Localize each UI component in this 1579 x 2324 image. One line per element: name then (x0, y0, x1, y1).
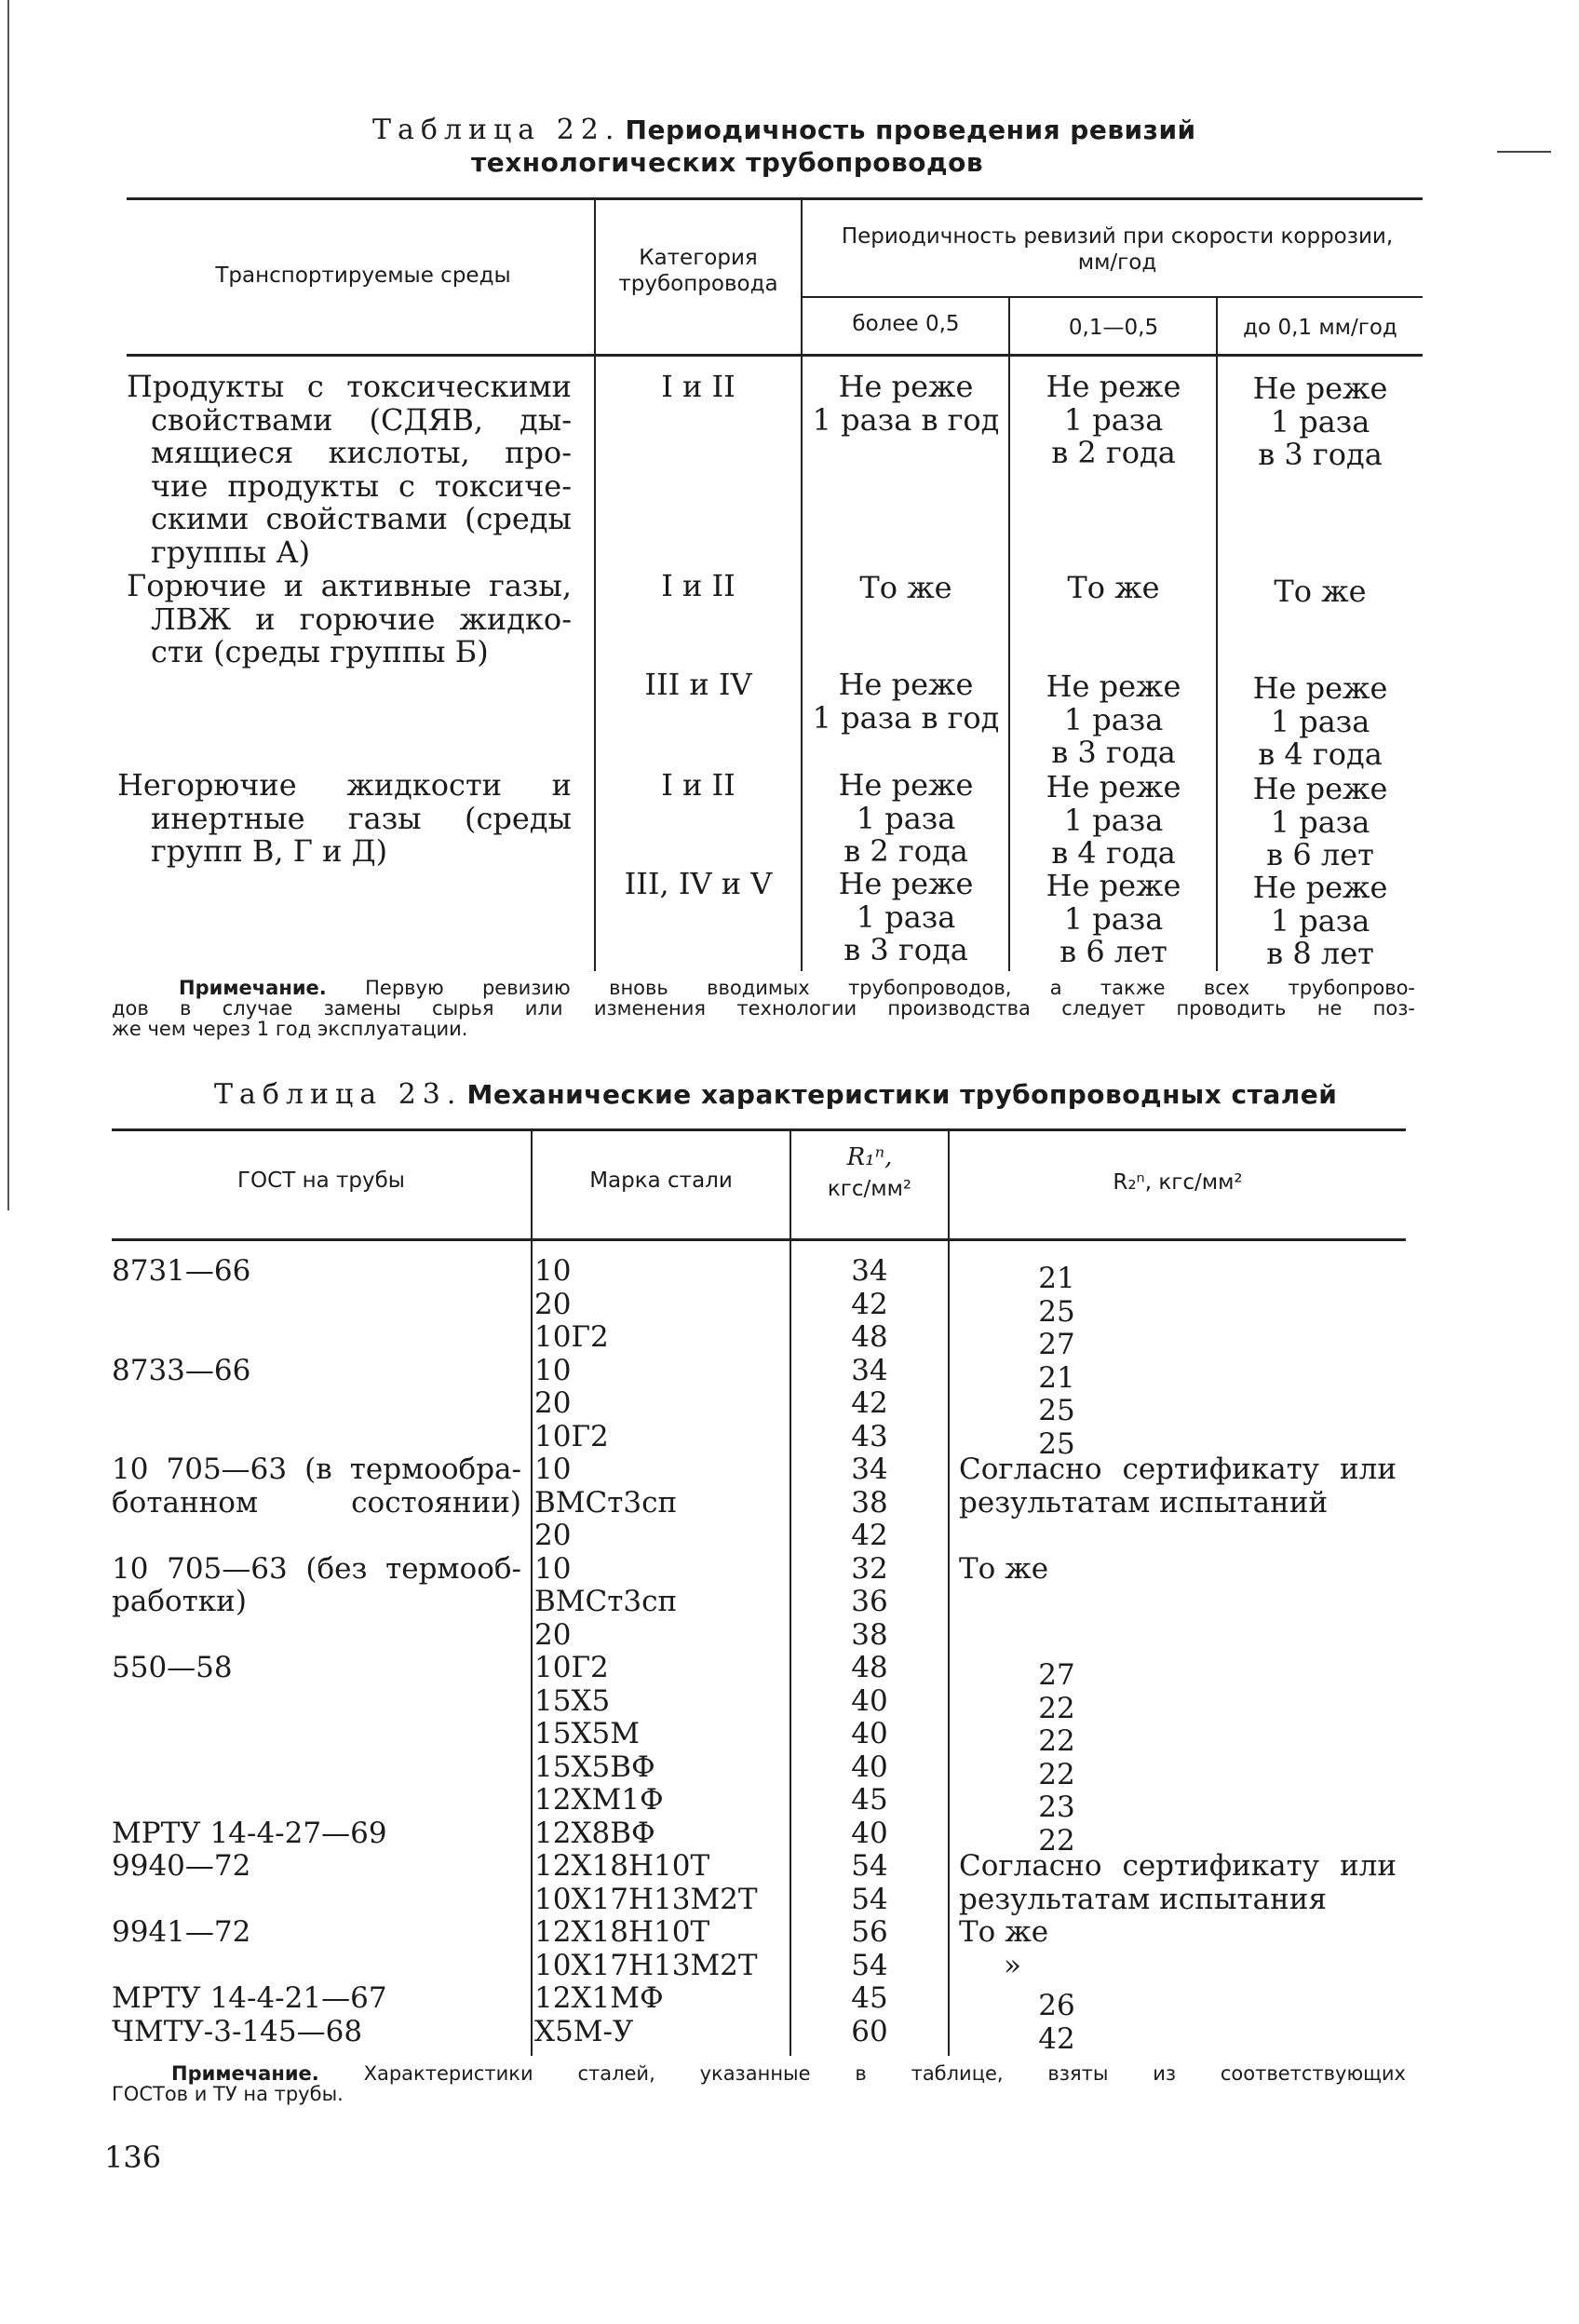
table22-row1-gt05: Не реже 1 раза в год (812, 369, 1000, 438)
table23-grade-cell: 10Х17Н13М2Т (534, 1948, 758, 1982)
table23-grade-cell: 20 (534, 1617, 572, 1652)
table23-r2-cell: Согласно сертификату или (959, 1452, 1397, 1486)
table23-r1-cell: 56 (851, 1915, 888, 1949)
table23-grade-cell: 12ХМ1Ф (534, 1783, 664, 1817)
table23-r1-cell: 34 (851, 1353, 888, 1387)
table22-row1-category: I и II (661, 369, 736, 404)
table23-grade-cell: 12Х18Н10Т (534, 1849, 710, 1883)
table23-r2-cell: 26 (1038, 1989, 1075, 2022)
table22-row2-gt05: То же (859, 570, 952, 605)
table23-header-grade: Марка стали (589, 1169, 733, 1193)
table23-r2-cell: результатам испытания (959, 1882, 1328, 1916)
table22-row2-mid: То же (1067, 570, 1160, 605)
table23-grade-cell: 15Х5ВФ (534, 1750, 655, 1784)
table23-r2-cell: 42 (1038, 2021, 1075, 2056)
table23-grade-cell: 12Х18Н10Т (534, 1915, 710, 1949)
table23-gost-cell: МРТУ 14-4-21—67 (112, 1981, 387, 2015)
table23-r1-cell: 45 (851, 1981, 888, 2015)
table23-r2-cell: 25 (1038, 1294, 1075, 1329)
table23-r2-cell: 21 (1038, 1360, 1075, 1395)
table23-r2-cell: 21 (1038, 1262, 1075, 1295)
table23-grade-cell: 10Х17Н13М2Т (534, 1882, 758, 1916)
table23-gost-cell: 8733—66 (112, 1353, 251, 1387)
table23-divider-1 (531, 1129, 533, 2056)
table22-header-media: Транспортируемые среды (215, 263, 511, 288)
table23-header-r2: R₂ⁿ, кгс/мм² (1113, 1170, 1243, 1195)
table23-r1-cell: 34 (851, 1452, 888, 1486)
table22-row2-lt01: То же (1274, 574, 1367, 609)
table23-note: Примечание. Характеристики сталей, указанные в таблице, взяты из соответствующих ГОСТов и ТУ на трубы. (112, 2062, 1406, 2105)
table23-r2-cell: 25 (1038, 1394, 1075, 1427)
table22-header-01-05: 0,1—0,5 (1068, 316, 1159, 340)
table23-r1-cell: 42 (851, 1287, 888, 1321)
table22-row4-gt05: Не реже 1 раза в 2 года (838, 767, 974, 869)
table22-media-group-a: Продукты с токсическими свойствами (СДЯВ, ды- мящиеся кислоты, про- чие продукты с токсиче- скими свойствами (среды группы А) (127, 369, 572, 570)
table23-r1-cell: 43 (851, 1419, 888, 1453)
table23-r1-cell: 48 (851, 1651, 888, 1684)
table23-r2-cell: То же (959, 1915, 1049, 1949)
table22-row3-category: III и IV (644, 667, 752, 702)
table23-header-gost: ГОСТ на трубы (237, 1169, 405, 1193)
table23-r1-cell: 40 (851, 1750, 888, 1784)
table22-row4-mid: Не реже 1 раза в 4 года (1046, 769, 1181, 871)
table23-r2-cell: Согласно сертификату или (959, 1849, 1397, 1883)
table23-r1-cell: 38 (851, 1485, 888, 1520)
table23-r1-cell: 48 (851, 1320, 888, 1354)
table22-caption-line2: технологических трубопроводов (471, 147, 984, 178)
table22-header-periodicity: Периодичность ревизий при скорости коррозии, мм/год (841, 224, 1394, 275)
table23-r1-cell: 54 (851, 1882, 888, 1916)
table23-r1-cell: 42 (851, 1519, 888, 1552)
table23-gost-cell: 9941—72 (112, 1915, 251, 1949)
table22-header-lt01: до 0,1 мм/год (1243, 316, 1397, 340)
table23-grade-cell: 10 (534, 1452, 572, 1486)
table22-media-group-b: Горючие и активные газы, ЛВЖ и горючие жидко- сти (среды группы Б) (127, 568, 572, 669)
table23-r1-cell: 45 (851, 1783, 888, 1817)
table23-r1-cell: 40 (851, 1683, 888, 1718)
table22-row3-lt01: Не реже 1 раза в 4 года (1252, 670, 1388, 772)
table23-header-rule (112, 1238, 1406, 1241)
table22-subheader-rule (803, 296, 1423, 298)
table23-grade-cell: 20 (534, 1386, 572, 1420)
table23-grade-cell: 10 (534, 1551, 572, 1586)
table22-row1-lt01: Не реже 1 раза в 3 года (1252, 371, 1388, 472)
table23-grade-cell: 10Г2 (534, 1419, 609, 1453)
table22-row3-mid: Не реже 1 раза в 3 года (1046, 669, 1181, 770)
table23-grade-cell: ВМСт3сп (534, 1485, 678, 1520)
table22-caption (372, 114, 1196, 146)
table22-row4-category: I и II (661, 767, 736, 803)
table22-caption-lead: Таблица 22. (372, 114, 621, 146)
page-number: 136 (104, 2140, 162, 2175)
table23-caption-title: Механические характеристики трубопроводных сталей (466, 1079, 1338, 1110)
table23-r2-cell: 22 (1038, 1691, 1075, 1725)
table23-grade-cell: 15Х5М (534, 1717, 640, 1750)
page-left-edge (7, 0, 9, 1210)
table23-grade-cell: 10Г2 (534, 1320, 609, 1354)
table22-note: Примечание. Первую ревизию вновь вводимых трубопроводов, а также всех трубопрово- дов в случае замены сырья или изменения технологии производства следует проводить не поз- же чем через 1 год эксплуатации. (112, 977, 1415, 1040)
table23-r2-cell: 27 (1038, 1328, 1075, 1361)
table23-gost-cell: ЧМТУ-3-145—68 (112, 2014, 363, 2048)
table22-row5-gt05: Не реже 1 раза в 3 года (838, 866, 974, 967)
table23-r2-cell: результатам испытаний (959, 1485, 1329, 1520)
table23-r1-cell: 32 (851, 1551, 888, 1586)
table23-grade-cell: 10Г2 (534, 1651, 609, 1684)
table23-r2-cell: 22 (1038, 1757, 1075, 1791)
table23-grade-cell: 20 (534, 1287, 572, 1321)
table23-caption (214, 1078, 1337, 1111)
table23-r2-cell: 25 (1038, 1426, 1075, 1461)
table23-r2-cell: 22 (1038, 1724, 1075, 1758)
table23-grade-cell: 12Х8ВФ (534, 1816, 655, 1850)
table23-gost-cell: 10 705—63 (в термообра- (112, 1452, 521, 1486)
table23-r2-cell: 23 (1038, 1790, 1075, 1824)
table23-r2-cell: » (1004, 1948, 1021, 1982)
table23-gost-cell: 9940—72 (112, 1849, 251, 1883)
table23-gost-cell: 550—58 (112, 1651, 233, 1684)
table23-r1-cell: 54 (851, 1849, 888, 1883)
table23-grade-cell: 12Х1МФ (534, 1981, 664, 2015)
page-right-mark (1497, 151, 1551, 153)
table23-caption-lead: Таблица 23. (214, 1078, 463, 1111)
table23-r1-cell: 40 (851, 1717, 888, 1750)
table23-gost-cell: 8731—66 (112, 1254, 251, 1288)
table22-row5-mid: Не реже 1 раза в 6 лет (1046, 868, 1181, 969)
table22-caption-title: Периодичность проведения ревизий (625, 115, 1196, 145)
table22-header-rule (127, 354, 1423, 357)
table23-r1-cell: 36 (851, 1585, 888, 1618)
table23-r1-cell: 40 (851, 1816, 888, 1850)
table23-r2-cell: То же (959, 1551, 1049, 1586)
table23-r1-cell: 60 (851, 2014, 888, 2048)
table23-gost-cell: 10 705—63 (без термооб- (112, 1551, 521, 1586)
table22-top-rule (127, 197, 1423, 200)
table23-r1-cell: 34 (851, 1254, 888, 1288)
table23-grade-cell: 10 (534, 1353, 572, 1387)
table23-r1-cell: 42 (851, 1386, 888, 1420)
table22-header-category: Категория трубопровода (618, 246, 778, 296)
table22-header-gt05: более 0,5 (852, 312, 960, 336)
table22-media-group-c: Негорючие жидкости и инертные газы (среды групп В, Г и Д) (117, 767, 572, 869)
table22-row4-lt01: Не реже 1 раза в 6 лет (1252, 771, 1388, 872)
table23-grade-cell: 15Х5 (534, 1683, 611, 1718)
table22-row2-category: I и II (661, 568, 736, 603)
table23-grade-cell: 10 (534, 1254, 572, 1288)
table23-gost-cell: МРТУ 14-4-27—69 (112, 1816, 387, 1850)
table23-grade-cell: Х5М-У (534, 2014, 634, 2048)
table23-gost-cell: работки) (112, 1585, 247, 1618)
table22-row3-gt05: Не реже 1 раза в год (812, 667, 1000, 736)
table23-gost-cell: ботанном состоянии) (112, 1485, 521, 1520)
table22-row1-mid: Не реже 1 раза в 2 года (1046, 369, 1181, 470)
table23-top-rule (112, 1128, 1406, 1131)
table23-grade-cell: ВМСт3сп (534, 1585, 678, 1618)
table23-r1-cell: 38 (851, 1617, 888, 1652)
table22-row5-lt01: Не реже 1 раза в 8 лет (1252, 870, 1388, 971)
table22-row5-category: III, IV и V (624, 866, 773, 901)
table23-r1-cell: 54 (851, 1948, 888, 1982)
table23-r2-cell: 22 (1038, 1823, 1075, 1858)
table23-header-r1: R₁ⁿ, кгс/мм² (827, 1143, 912, 1201)
table23-r2-cell: 27 (1038, 1658, 1075, 1692)
table23-grade-cell: 20 (534, 1519, 572, 1552)
